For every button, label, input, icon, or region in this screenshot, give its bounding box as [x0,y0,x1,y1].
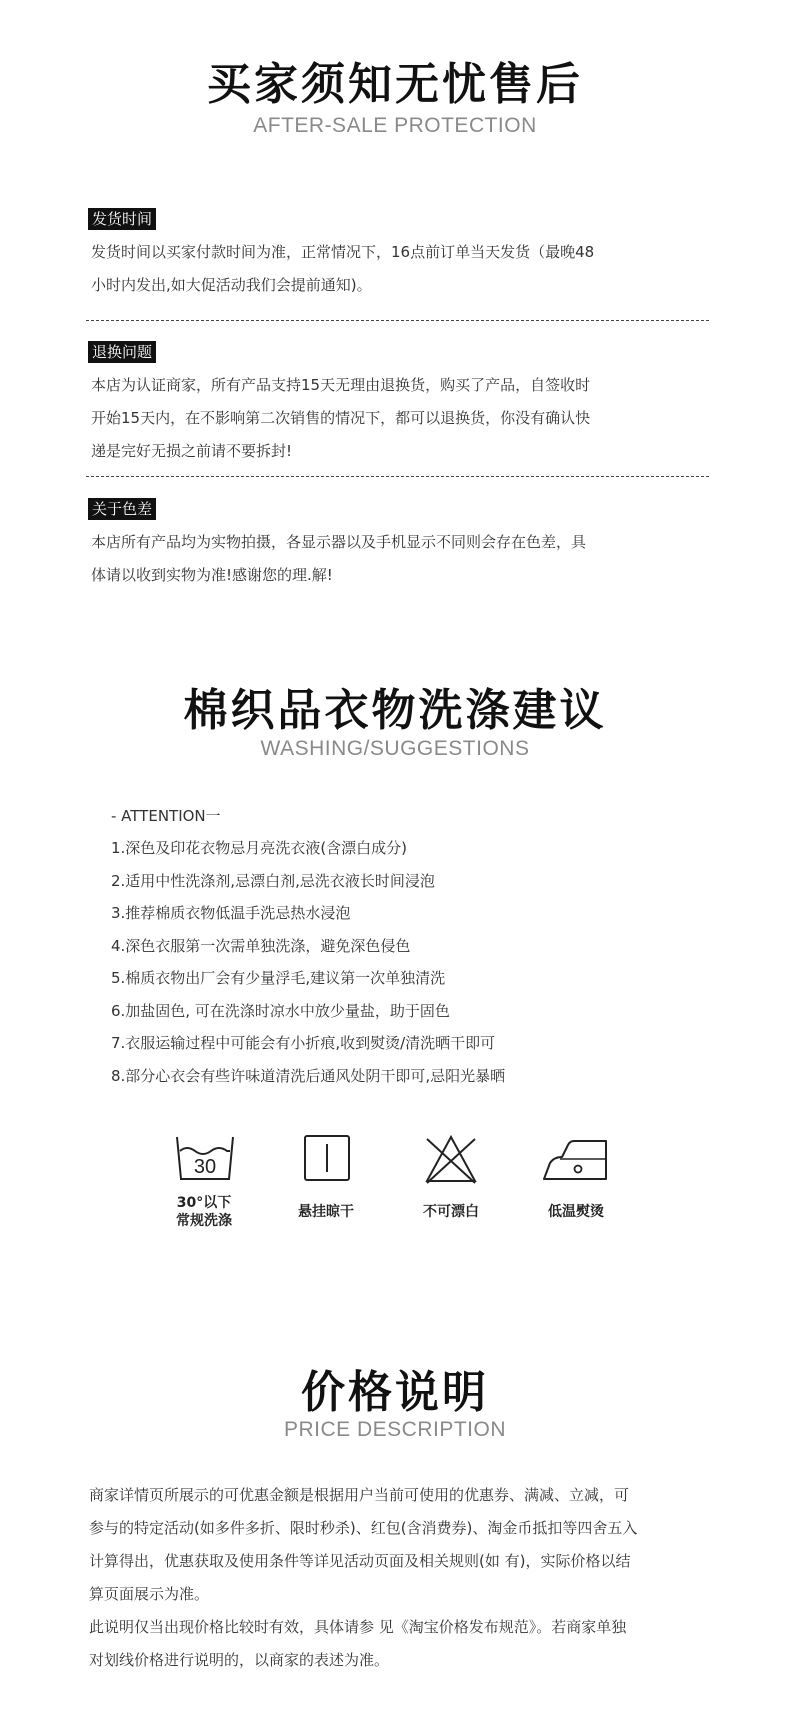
wash-tip: 5.棉质衣物出厂会有少量浮毛,建议第一次单独清洗 [111,969,446,987]
wash-tip: 3.推荐棉质衣物低温手洗忌热水浸泡 [111,904,351,922]
wash-temp-text: 30 [193,1156,217,1178]
wash-tip: 4.深色衣服第一次需单独洗涤，避免深色侵色 [111,937,411,955]
no-bleach-icon [411,1133,491,1185]
after-sale-title: 买家须知无忧售后 [207,59,583,110]
shipping-time-text: 发货时间以买家付款时间为准，正常情况下，16点前订单当天发货（最晚48 小时内发出,如大促活动我们会提前通知)。 [91,243,595,294]
wash-tip: 6.加盐固色, 可在洗涤时凉水中放少量盐，助于固色 [111,1002,450,1020]
after-sale-subtitle: AFTER-SALE PROTECTION [253,114,537,137]
wash-30-icon [165,1133,245,1185]
returns-text: 本店为认证商家，所有产品支持15天无理由退换货，购买了产品，自签收时 开始15天内，在不影响第二次销售的情况下，都可以退换货，你没有确认快 递是完好无损之前请不要拆封! [91,376,591,460]
wash-tip: 1.深色及印花衣物忌月亮洗衣液(含漂白成分) [111,839,408,857]
price-subtitle: PRICE DESCRIPTION [283,1418,507,1441]
wash-tip: 2.适用中性洗涤剂,忌漂白剂,忌洗衣液长时间浸泡 [111,872,435,890]
wash-tip: 8.部分心衣会有些许味道清洗后通风处阴干即可,忌阳光暴晒 [111,1067,506,1085]
color-difference-tag: 关于色差 [88,498,156,520]
no-bleach-label: 不可漂白 [423,1204,479,1220]
low-iron-label: 低温熨烫 [548,1204,604,1220]
hang-dry-label: 悬挂晾干 [298,1204,354,1220]
returns-tag: 退换问题 [88,341,156,363]
shipping-time-tag: 发货时间 [88,208,156,230]
wash-tip: 7.衣服运输过程中可能会有小折痕,收到熨烫/清洗晒干即可 [111,1034,496,1052]
hang-dry-icon [286,1133,366,1185]
washing-subtitle: WASHING/SUGGESTIONS [260,737,530,760]
attention-heading: - ATTENTION一 [111,807,221,825]
washing-title: 棉织品衣物洗涤建议 [183,685,607,736]
low-iron-icon [536,1133,616,1185]
divider [86,476,709,477]
color-difference-text: 本店所有产品均为实物拍摄，各显示器以及手机显示不同则会存在色差，具 体请以收到实物为准!感谢您的理.解! [91,533,587,584]
price-description-text: 商家详情页所展示的可优惠金额是根据用户当前可使用的优惠券、满减、立减，可 参与的特定活动(如多件多折、限时秒杀)、红包(含消费券)、淘金币抵扣等四舍五入 计算得出，优惠获取及使用条件等详见活动页面及相关规则(如 有)，实际价格以结 算页面展示为准。 此说明仅当出现价格比较时有效，具体请参 见《淘宝价格发布规范》。若商家单独 对划线价格进行说明的，以商家的表述为准。 [89,1486,638,1669]
wash-30-label: 30°以下 常规洗涤 [176,1195,232,1229]
price-title: 价格说明 [301,1367,489,1418]
divider [86,320,709,321]
